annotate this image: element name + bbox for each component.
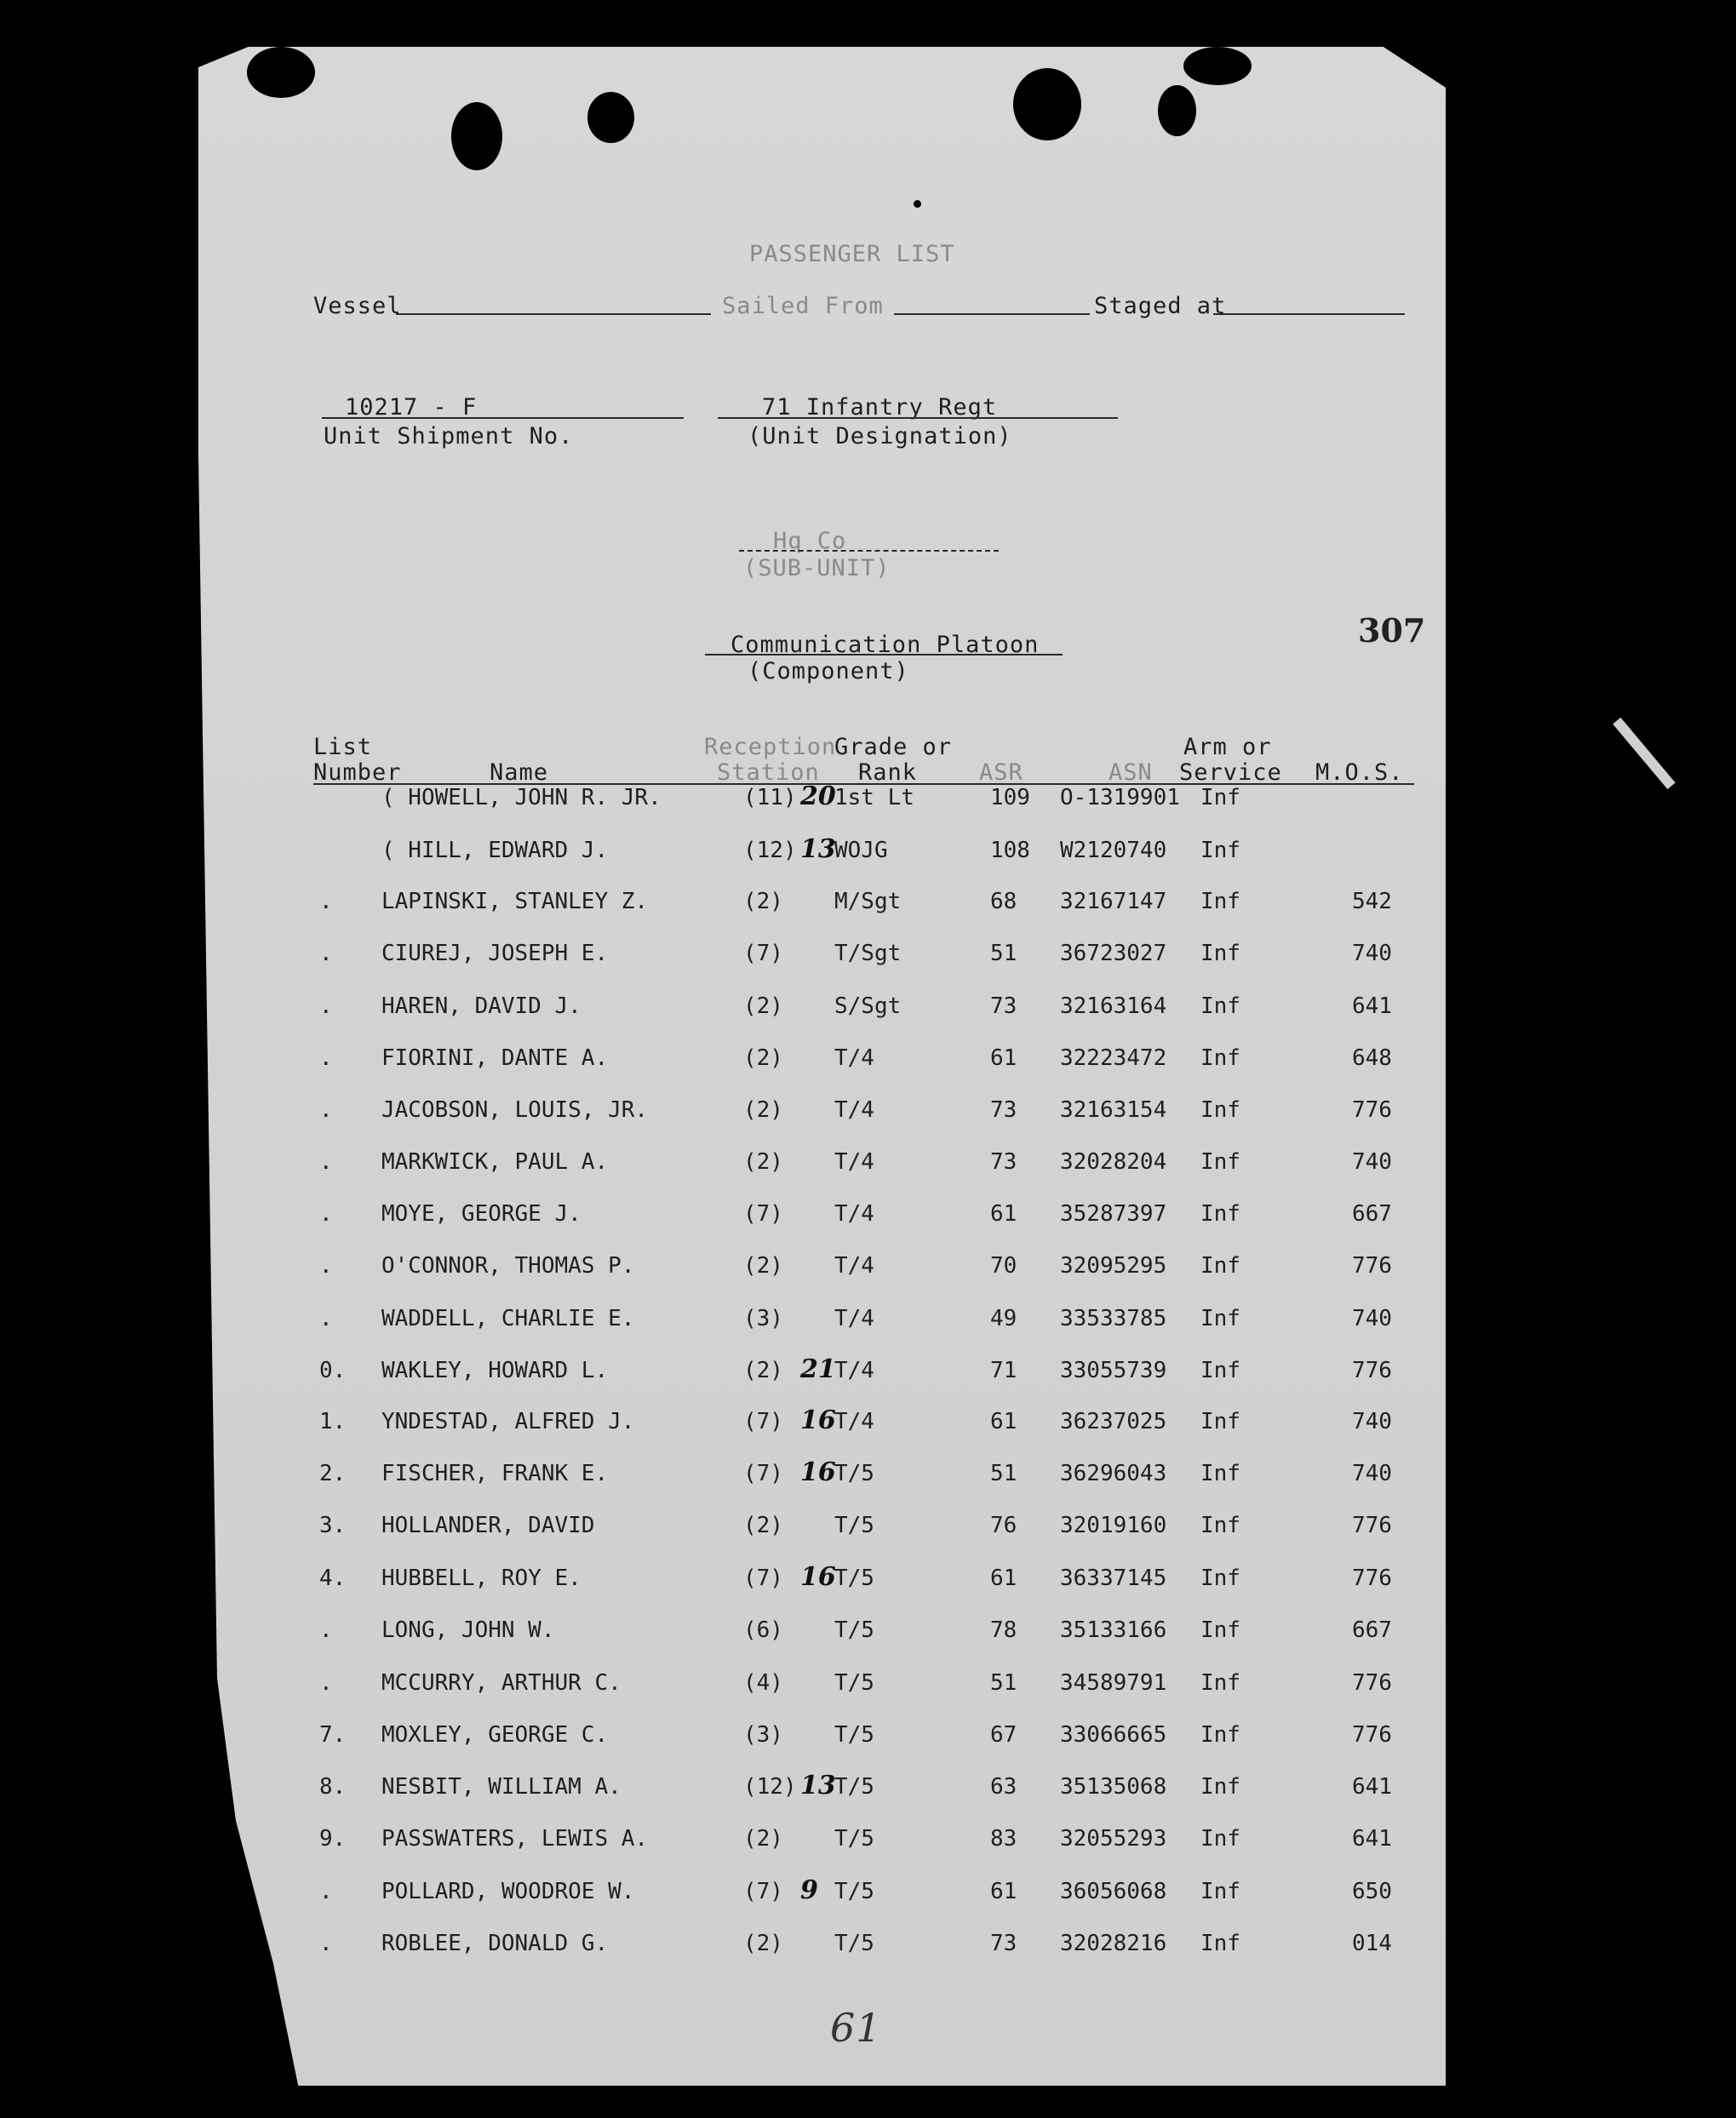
row-mos: 667 xyxy=(1352,1201,1392,1227)
row-arm: Inf xyxy=(1200,1045,1240,1071)
row-arm: Inf xyxy=(1200,838,1240,863)
page-dot xyxy=(914,200,921,208)
row-asr: 73 xyxy=(990,1097,1017,1123)
col-list-number-2: Number xyxy=(313,759,402,786)
row-asn: 32223472 xyxy=(1060,1045,1167,1071)
row-station: (2) xyxy=(743,1253,783,1279)
row-station: (2) xyxy=(743,1513,783,1538)
row-asr: 67 xyxy=(990,1722,1017,1748)
col-arm-1: Arm or xyxy=(1183,734,1272,760)
row-asn: 36296043 xyxy=(1060,1461,1167,1486)
row-grade: T/5 xyxy=(834,1617,874,1643)
sailed-from-label: Sailed From xyxy=(722,293,884,319)
row-number: . xyxy=(319,1253,333,1279)
table-row xyxy=(0,1306,1736,1340)
row-station: (6) xyxy=(743,1617,783,1643)
row-grade: S/Sgt xyxy=(834,993,902,1019)
row-name: ( HILL, EDWARD J. xyxy=(381,838,609,863)
unit-designation-line xyxy=(718,417,1118,419)
unit-designation-label: (Unit Designation) xyxy=(748,423,1012,449)
row-asn: 32055293 xyxy=(1060,1826,1167,1852)
row-station: (7) xyxy=(743,1566,783,1591)
row-asn: 35287397 xyxy=(1060,1201,1167,1227)
row-asr: 108 xyxy=(990,838,1030,863)
row-name: NESBIT, WILLIAM A. xyxy=(381,1774,622,1800)
row-mos: 776 xyxy=(1352,1358,1392,1383)
row-arm: Inf xyxy=(1200,1826,1240,1852)
shipment-no-line xyxy=(322,417,684,419)
row-number: 7. xyxy=(319,1722,347,1748)
row-station: (2) xyxy=(743,889,783,914)
table-row xyxy=(0,1617,1736,1651)
row-asr: 109 xyxy=(990,785,1030,810)
row-mos: 650 xyxy=(1352,1879,1392,1904)
row-mos: 740 xyxy=(1352,1306,1392,1331)
row-asn: 34589791 xyxy=(1060,1670,1167,1696)
row-mos: 014 xyxy=(1352,1931,1392,1956)
row-grade: T/5 xyxy=(834,1826,874,1852)
table-row xyxy=(0,1201,1736,1235)
col-list-number-1: List xyxy=(313,734,373,760)
row-name: MOYE, GEORGE J. xyxy=(381,1201,582,1227)
sub-unit: Hq Co xyxy=(773,528,847,554)
row-grade: T/4 xyxy=(834,1358,874,1383)
row-asn: 32019160 xyxy=(1060,1513,1167,1538)
table-row xyxy=(0,1562,1736,1600)
row-mos: 641 xyxy=(1352,993,1392,1019)
page-title: PASSENGER LIST xyxy=(749,241,955,267)
table-row xyxy=(0,1457,1736,1495)
row-asn: 36056068 xyxy=(1060,1879,1167,1904)
row-grade: T/4 xyxy=(834,1149,874,1175)
table-row xyxy=(0,941,1736,975)
row-station-handwritten: 16 xyxy=(800,1405,836,1435)
row-station-handwritten: 20 xyxy=(800,781,836,811)
table-row xyxy=(0,1875,1736,1913)
row-arm: Inf xyxy=(1200,1358,1240,1383)
col-asr: ASR xyxy=(979,759,1023,786)
table-row xyxy=(0,993,1736,1028)
table-row xyxy=(0,1405,1736,1443)
col-grade-1: Grade or xyxy=(834,734,953,760)
row-mos: 776 xyxy=(1352,1670,1392,1696)
component-label: (Component) xyxy=(748,658,909,684)
row-number: . xyxy=(319,993,333,1019)
row-number: 4. xyxy=(319,1566,347,1591)
row-name: CIUREJ, JOSEPH E. xyxy=(381,941,609,966)
page-number: 307 xyxy=(1358,611,1426,650)
row-station-handwritten: 13 xyxy=(800,834,836,864)
row-grade: T/4 xyxy=(834,1253,874,1279)
row-asn: 32028216 xyxy=(1060,1931,1167,1956)
row-station: (12) xyxy=(743,838,797,863)
table-row xyxy=(0,1354,1736,1392)
table-row xyxy=(0,1513,1736,1547)
row-station-handwritten: 16 xyxy=(800,1562,836,1592)
row-arm: Inf xyxy=(1200,1461,1240,1486)
row-asr: 71 xyxy=(990,1358,1017,1383)
row-grade: T/5 xyxy=(834,1774,874,1800)
row-mos: 740 xyxy=(1352,1461,1392,1486)
sub-unit-label: (SUB-UNIT) xyxy=(743,555,891,581)
sailed-from-line xyxy=(894,313,1090,315)
row-station: (7) xyxy=(743,1461,783,1486)
row-station: (7) xyxy=(743,1409,783,1434)
row-asn: 33533785 xyxy=(1060,1306,1167,1331)
row-arm: Inf xyxy=(1200,1201,1240,1227)
row-number: . xyxy=(319,1201,333,1227)
row-station: (7) xyxy=(743,941,783,966)
row-grade: M/Sgt xyxy=(834,889,902,914)
row-asr: 51 xyxy=(990,1670,1017,1696)
row-grade: T/4 xyxy=(834,1306,874,1331)
row-asr: 73 xyxy=(990,1931,1017,1956)
row-station: (2) xyxy=(743,993,783,1019)
row-grade: T/Sgt xyxy=(834,941,902,966)
row-number: . xyxy=(319,1306,333,1331)
row-asn: 32163164 xyxy=(1060,993,1167,1019)
table-row xyxy=(0,781,1736,819)
row-asn: 36237025 xyxy=(1060,1409,1167,1434)
row-name: HUBBELL, ROY E. xyxy=(381,1566,582,1591)
row-arm: Inf xyxy=(1200,1617,1240,1643)
torn-hole xyxy=(1158,85,1196,136)
row-station-handwritten: 16 xyxy=(800,1457,836,1487)
row-asn: 32028204 xyxy=(1060,1149,1167,1175)
row-asr: 61 xyxy=(990,1045,1017,1071)
row-station: (3) xyxy=(743,1722,783,1748)
row-mos: 776 xyxy=(1352,1097,1392,1123)
row-grade: T/5 xyxy=(834,1931,874,1956)
row-arm: Inf xyxy=(1200,1513,1240,1538)
row-grade: T/5 xyxy=(834,1566,874,1591)
row-mos: 667 xyxy=(1352,1617,1392,1643)
staged-at-line xyxy=(1213,313,1405,315)
row-grade: T/4 xyxy=(834,1201,874,1227)
row-asr: 83 xyxy=(990,1826,1017,1852)
row-name: MOXLEY, GEORGE C. xyxy=(381,1722,609,1748)
row-name: JACOBSON, LOUIS, JR. xyxy=(381,1097,649,1123)
row-asr: 78 xyxy=(990,1617,1017,1643)
row-number: . xyxy=(319,889,333,914)
row-number: 3. xyxy=(319,1513,347,1538)
table-row xyxy=(0,889,1736,923)
table-row xyxy=(0,1670,1736,1704)
sub-unit-line xyxy=(739,550,999,552)
row-grade: T/5 xyxy=(834,1879,874,1904)
row-asr: 51 xyxy=(990,1461,1017,1486)
col-asn: ASN xyxy=(1109,759,1153,786)
row-number: . xyxy=(319,1045,333,1071)
table-row xyxy=(0,834,1736,872)
row-asr: 49 xyxy=(990,1306,1017,1331)
row-asr: 63 xyxy=(990,1774,1017,1800)
component: Communication Platoon xyxy=(730,632,1040,658)
row-station-handwritten: 9 xyxy=(800,1875,818,1905)
row-grade: 1st Lt xyxy=(834,785,914,810)
torn-hole xyxy=(247,47,315,98)
footer-handwritten-number: 61 xyxy=(830,2005,882,2051)
row-arm: Inf xyxy=(1200,993,1240,1019)
row-number: . xyxy=(319,941,333,966)
row-arm: Inf xyxy=(1200,889,1240,914)
table-row xyxy=(0,1097,1736,1131)
row-name: O'CONNOR, THOMAS P. xyxy=(381,1253,635,1279)
row-asr: 73 xyxy=(990,1149,1017,1175)
row-station: (2) xyxy=(743,1045,783,1071)
row-asn: 35135068 xyxy=(1060,1774,1167,1800)
row-mos: 776 xyxy=(1352,1722,1392,1748)
vessel-line xyxy=(396,313,711,315)
row-number: . xyxy=(319,1931,333,1956)
table-row xyxy=(0,1826,1736,1860)
shipment-no: 10217 - F xyxy=(345,394,478,421)
col-mos: M.O.S. xyxy=(1315,759,1404,786)
row-arm: Inf xyxy=(1200,1306,1240,1331)
torn-hole xyxy=(587,92,634,143)
row-station: (12) xyxy=(743,1774,797,1800)
row-grade: WOJG xyxy=(834,838,888,863)
row-asr: 76 xyxy=(990,1513,1017,1538)
row-mos: 542 xyxy=(1352,889,1392,914)
col-grade-2: Rank xyxy=(858,759,918,786)
row-station: (2) xyxy=(743,1149,783,1175)
row-arm: Inf xyxy=(1200,1670,1240,1696)
table-row xyxy=(0,1253,1736,1287)
row-number: 2. xyxy=(319,1461,347,1486)
row-asr: 61 xyxy=(990,1409,1017,1434)
row-station: (7) xyxy=(743,1201,783,1227)
row-number: . xyxy=(319,1617,333,1643)
vessel-label: Vessel xyxy=(313,293,402,319)
row-number: . xyxy=(319,1879,333,1904)
row-asn: 36337145 xyxy=(1060,1566,1167,1591)
row-arm: Inf xyxy=(1200,1931,1240,1956)
row-grade: T/5 xyxy=(834,1670,874,1696)
row-mos: 776 xyxy=(1352,1566,1392,1591)
row-arm: Inf xyxy=(1200,1253,1240,1279)
row-name: WAKLEY, HOWARD L. xyxy=(381,1358,609,1383)
row-asn: 35133166 xyxy=(1060,1617,1167,1643)
col-station-2: Station xyxy=(717,759,820,786)
row-arm: Inf xyxy=(1200,1774,1240,1800)
row-name: FIORINI, DANTE A. xyxy=(381,1045,609,1071)
row-station: (2) xyxy=(743,1358,783,1383)
row-asn: 32163154 xyxy=(1060,1097,1167,1123)
row-number: 1. xyxy=(319,1409,347,1434)
row-number: . xyxy=(319,1097,333,1123)
row-arm: Inf xyxy=(1200,785,1240,810)
row-name: PASSWATERS, LEWIS A. xyxy=(381,1826,649,1852)
row-name: ROBLEE, DONALD G. xyxy=(381,1931,609,1956)
row-grade: T/4 xyxy=(834,1097,874,1123)
row-number: 0. xyxy=(319,1358,347,1383)
row-mos: 776 xyxy=(1352,1513,1392,1538)
col-arm-2: Service xyxy=(1179,759,1282,786)
row-number: 9. xyxy=(319,1826,347,1852)
table-row xyxy=(0,1045,1736,1079)
row-asn: 32095295 xyxy=(1060,1253,1167,1279)
row-arm: Inf xyxy=(1200,941,1240,966)
row-asn: 36723027 xyxy=(1060,941,1167,966)
row-name: POLLARD, WOODROE W. xyxy=(381,1879,635,1904)
row-mos: 776 xyxy=(1352,1253,1392,1279)
row-grade: T/5 xyxy=(834,1461,874,1486)
row-asr: 70 xyxy=(990,1253,1017,1279)
row-arm: Inf xyxy=(1200,1149,1240,1175)
staged-at-label: Staged at xyxy=(1094,293,1227,319)
row-asn: 33066665 xyxy=(1060,1722,1167,1748)
row-name: LAPINSKI, STANLEY Z. xyxy=(381,889,649,914)
row-asr: 61 xyxy=(990,1201,1017,1227)
row-name: LONG, JOHN W. xyxy=(381,1617,555,1643)
table-row xyxy=(0,1931,1736,1965)
table-row xyxy=(0,1771,1736,1808)
row-asr: 61 xyxy=(990,1879,1017,1904)
row-name: WADDELL, CHARLIE E. xyxy=(381,1306,635,1331)
row-mos: 648 xyxy=(1352,1045,1392,1071)
row-number: 8. xyxy=(319,1774,347,1800)
row-grade: T/5 xyxy=(834,1513,874,1538)
torn-hole xyxy=(1183,47,1252,85)
row-name: YNDESTAD, ALFRED J. xyxy=(381,1409,635,1434)
unit-designation: 71 Infantry Regt xyxy=(762,394,998,421)
row-mos: 641 xyxy=(1352,1774,1392,1800)
row-name: FISCHER, FRANK E. xyxy=(381,1461,609,1486)
row-asr: 68 xyxy=(990,889,1017,914)
torn-hole xyxy=(1013,68,1081,140)
row-asn: W2120740 xyxy=(1060,838,1167,863)
component-line xyxy=(705,654,1063,655)
row-number: . xyxy=(319,1149,333,1175)
row-station: (2) xyxy=(743,1826,783,1852)
row-mos: 641 xyxy=(1352,1826,1392,1852)
row-asr: 61 xyxy=(990,1566,1017,1591)
shipment-no-label: Unit Shipment No. xyxy=(324,423,574,449)
row-arm: Inf xyxy=(1200,1879,1240,1904)
row-grade: T/4 xyxy=(834,1045,874,1071)
row-name: HOLLANDER, DAVID xyxy=(381,1513,595,1538)
row-asn: 33055739 xyxy=(1060,1358,1167,1383)
row-station: (7) xyxy=(743,1879,783,1904)
row-station-handwritten: 21 xyxy=(800,1354,836,1384)
col-station-1: Reception xyxy=(704,734,837,760)
row-grade: T/4 xyxy=(834,1409,874,1434)
col-name: Name xyxy=(490,759,549,786)
row-mos: 740 xyxy=(1352,1149,1392,1175)
row-arm: Inf xyxy=(1200,1097,1240,1123)
row-name: ( HOWELL, JOHN R. JR. xyxy=(381,785,662,810)
row-asn: 32167147 xyxy=(1060,889,1167,914)
row-station: (11) xyxy=(743,785,797,810)
row-asn: O-1319901 xyxy=(1060,785,1180,810)
row-station: (2) xyxy=(743,1931,783,1956)
row-arm: Inf xyxy=(1200,1409,1240,1434)
row-name: MARKWICK, PAUL A. xyxy=(381,1149,609,1175)
row-asr: 73 xyxy=(990,993,1017,1019)
row-arm: Inf xyxy=(1200,1722,1240,1748)
row-asr: 51 xyxy=(990,941,1017,966)
row-number: . xyxy=(319,1670,333,1696)
row-station: (3) xyxy=(743,1306,783,1331)
row-grade: T/5 xyxy=(834,1722,874,1748)
torn-hole xyxy=(451,102,502,170)
row-station: (4) xyxy=(743,1670,783,1696)
row-arm: Inf xyxy=(1200,1566,1240,1591)
row-station: (2) xyxy=(743,1097,783,1123)
row-name: MCCURRY, ARTHUR C. xyxy=(381,1670,622,1696)
row-station-handwritten: 13 xyxy=(800,1771,836,1800)
row-mos: 740 xyxy=(1352,1409,1392,1434)
border-mark xyxy=(1613,718,1675,789)
row-mos: 740 xyxy=(1352,941,1392,966)
row-name: HAREN, DAVID J. xyxy=(381,993,582,1019)
table-row xyxy=(0,1722,1736,1756)
table-row xyxy=(0,1149,1736,1183)
